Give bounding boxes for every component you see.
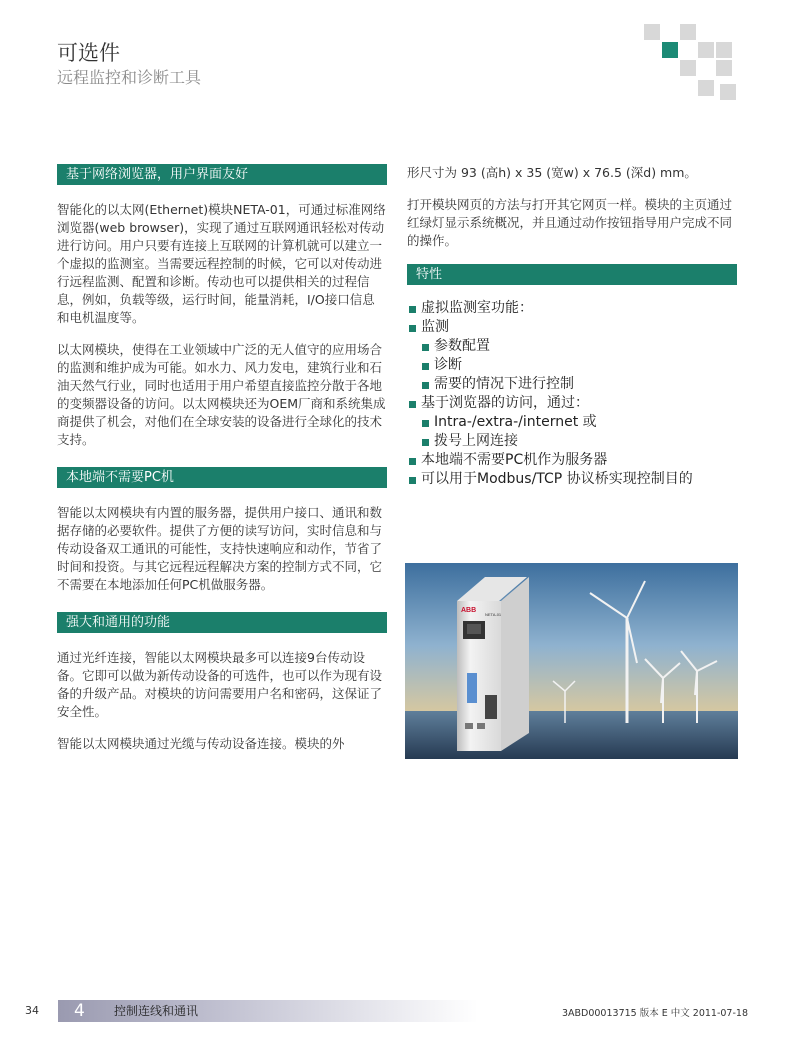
feature-text: 基于浏览器的访问，通过：	[421, 395, 589, 411]
paragraph: 智能化的以太网(Ethernet)模块NETA-01，可通过标准网络浏览器(web browser)，实现了通过互联网通讯轻松对传动进行访问。用户只要有连接上互联网的计算机就可以建立一个虚拟的监测室。当需要远程控制的时候，它可以对传动进行远程监测、配置和诊断。传动也可以提供相关的过程信息，例如，负载等级，运行时间，能量消耗，I/O接口信息和电机温度等。	[57, 202, 386, 325]
features-list	[407, 299, 737, 489]
left-column	[57, 164, 387, 767]
square-bullet-icon	[409, 401, 416, 408]
square-bullet-icon	[422, 344, 429, 351]
feature-text: 需要的情况下进行控制	[434, 376, 574, 392]
feature-text: 虚拟监测室功能：	[421, 300, 533, 316]
section-heading-features: 特性	[407, 264, 737, 285]
feature-subitem	[407, 356, 737, 375]
right-column	[407, 164, 737, 489]
paragraph: 智能以太网模块通过光缆与传动设备连接。模块的外	[57, 736, 345, 751]
square-bullet-icon	[409, 458, 416, 465]
chapter-title: 控制连线和通讯	[114, 1004, 199, 1018]
feature-text: 诊断	[434, 357, 462, 373]
feature-subitem	[407, 375, 737, 394]
feature-text: Intra-/extra-/internet 或	[434, 414, 597, 430]
feature-text: 拨号上网连接	[434, 433, 518, 449]
chapter-bar	[58, 1000, 478, 1022]
feature-item	[407, 299, 737, 318]
section-heading-web-browser: 基于网络浏览器，用户界面友好	[57, 164, 387, 185]
feature-item	[407, 394, 737, 413]
feature-subitem	[407, 337, 737, 356]
module-model-label: NETA-01	[485, 612, 502, 617]
feature-text: 本地端不需要PC机作为服务器	[421, 452, 608, 468]
square-bullet-icon	[422, 420, 429, 427]
section-heading-functions: 强大和通用的功能	[57, 612, 387, 633]
page-number: 34	[25, 1004, 39, 1017]
feature-item	[407, 470, 737, 489]
feature-item	[407, 318, 737, 337]
product-photo	[405, 563, 738, 759]
abb-squares-logo	[644, 24, 740, 100]
feature-subitem	[407, 432, 737, 451]
section-heading-no-pc: 本地端不需要PC机	[57, 467, 387, 488]
module-brand-label: ABB	[461, 607, 477, 614]
paragraph: 打开模块网页的方法与打开其它网页一样。模块的主页通过红绿灯显示系统概况，并且通过动作按钮指导用户完成不同的操作。	[407, 197, 733, 248]
page-subtitle: 远程监控和诊断工具	[57, 68, 202, 87]
square-bullet-icon	[409, 325, 416, 332]
page-footer	[0, 1000, 794, 1022]
document-reference: 3ABD00013715 版本 E 中文 2011-07-18	[561, 1008, 748, 1019]
square-bullet-icon	[409, 477, 416, 484]
paragraph: 形尺寸为 93 (高h) x 35 (宽w) x 76.5 (深d) mm。	[407, 165, 697, 180]
page-title: 可选件	[57, 41, 120, 65]
feature-subitem	[407, 413, 737, 432]
square-bullet-icon	[422, 363, 429, 370]
paragraph: 智能以太网模块有内置的服务器，提供用户接口、通讯和数据存储的必要软件。提供了方便的读写访问，实时信息和与传动设备双工通讯的可能性，支持快速响应和动作，节省了时间和投资。与其它远程远程解决方案的控制方式不同，它不需要在本地添加任何PC机做服务器。	[57, 505, 383, 592]
feature-text: 可以用于Modbus/TCP 协议桥实现控制目的	[421, 471, 693, 487]
paragraph: 以太网模块，使得在工业领域中广泛的无人值守的应用场合的监测和维护成为可能。如水力、风力发电，建筑行业和石油天然气行业，同时也适用于用户希望直接监控分散于各地的变频器设备的访问。以太网模块还为OEM厂商和系统集成商提供了机会，对他们在全球安装的设备进行全球化的技术支持。	[57, 342, 386, 447]
paragraph: 通过光纤连接，智能以太网模块最多可以连接9台传动设备。它即可以做为新传动设备的可选件，也可以作为现有设备的升级产品。对模块的访问需要用户名和密码，这保证了安全性。	[57, 650, 383, 719]
chapter-number: 4	[74, 1001, 85, 1021]
square-bullet-icon	[409, 306, 416, 313]
square-bullet-icon	[422, 382, 429, 389]
feature-text: 参数配置	[434, 338, 490, 354]
feature-text: 监测	[421, 319, 449, 335]
square-bullet-icon	[422, 439, 429, 446]
feature-item	[407, 451, 737, 470]
